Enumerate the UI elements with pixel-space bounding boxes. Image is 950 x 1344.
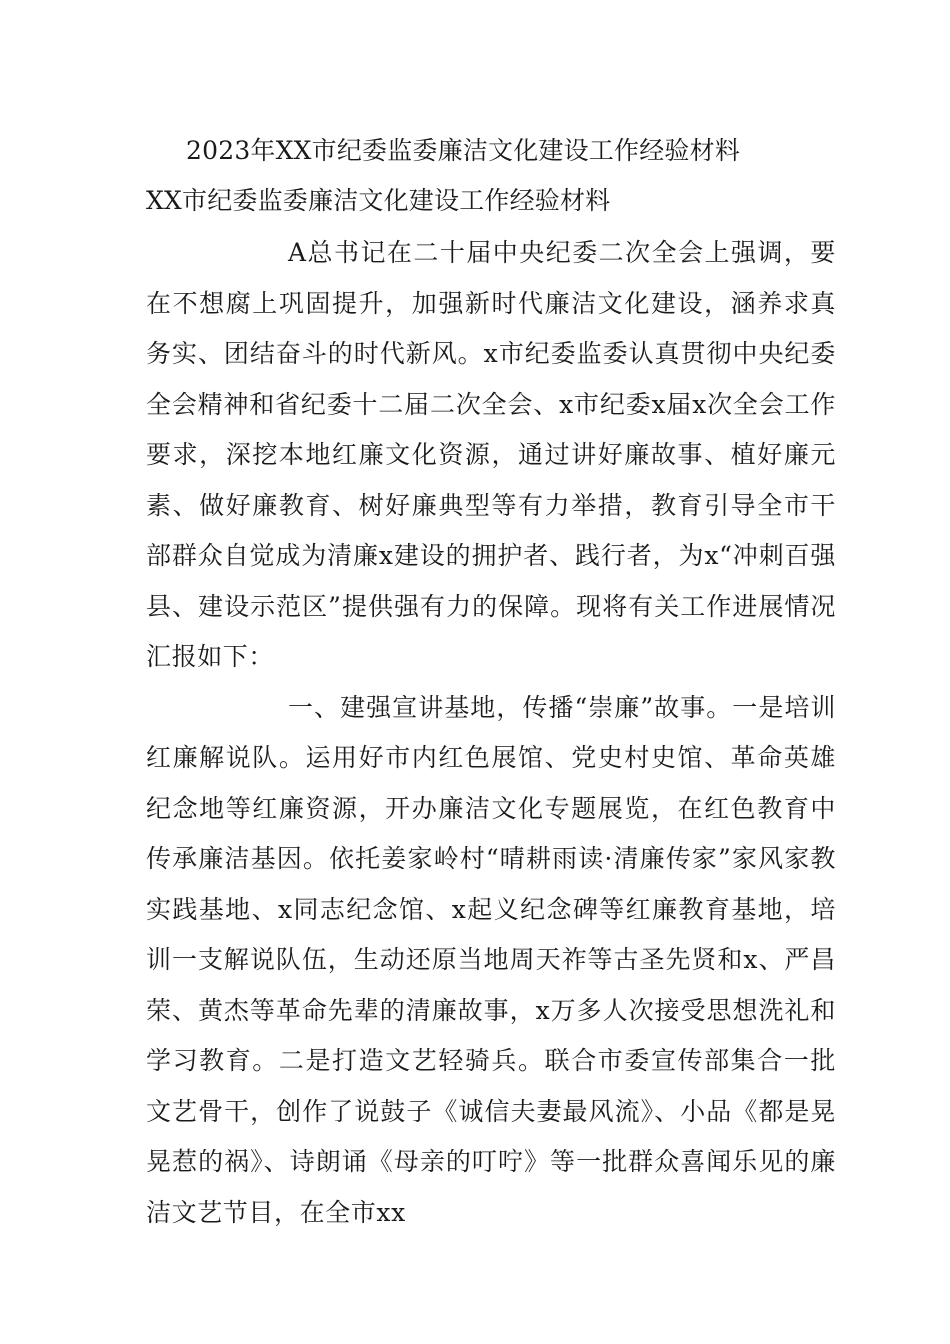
document-title: 2023年XX市纪委监委廉洁文化建设工作经验材料 (186, 136, 741, 165)
document-subtitle: XX市纪委监委廉洁文化建设工作经验材料 (146, 186, 611, 215)
paragraph-section-one: 一、建强宣讲基地，传播“崇廉”故事。一是培训红廉解说队。运用好市内红色展馆、党史村史馆、革命英雄纪念地等红廉资源，开办廉洁文化专题展览，在红色教育中传承廉洁基因。依托姜家岭村“晴耕雨读·清廉传家”家风家教实践基地、x同志纪念馆、x起义纪念碑等红廉教育基地，培训一支解说队伍，生动还原当地周天祚等古圣先贤和x、严昌荣、黄杰等革命先辈的清廉故事，x万多人次接受思想洗礼和学习教育。二是打造文艺轻骑兵。联合市委宣传部集合一批文艺骨干，创作了说鼓子《诚信夫妻最风流》、小品《都是晃晃惹的祸》、诗朗诵《母亲的叮咛》等一批群众喜闻乐见的廉洁文艺节目，在全市xx (146, 692, 836, 1227)
document-body (146, 228, 836, 1238)
paragraph-intro: A总书记在二十届中央纪委二次全会上强调，要在不想腐上巩固提升，加强新时代廉洁文化建设，涵养求真务实、团结奋斗的时代新风。x市纪委监委认真贯彻中央纪委全会精神和省纪委十二届二次全会、x市纪委x届x次全会工作要求，深挖本地红廉文化资源，通过讲好廉故事、植好廉元素、做好廉教育、树好廉典型等有力举措，教育引导全市干部群众自觉成为清廉x建设的拥护者、践行者，为x“冲刺百强县、建设示范区”提供强有力的保障。现将有关工作进展情况汇报如下： (146, 238, 836, 671)
